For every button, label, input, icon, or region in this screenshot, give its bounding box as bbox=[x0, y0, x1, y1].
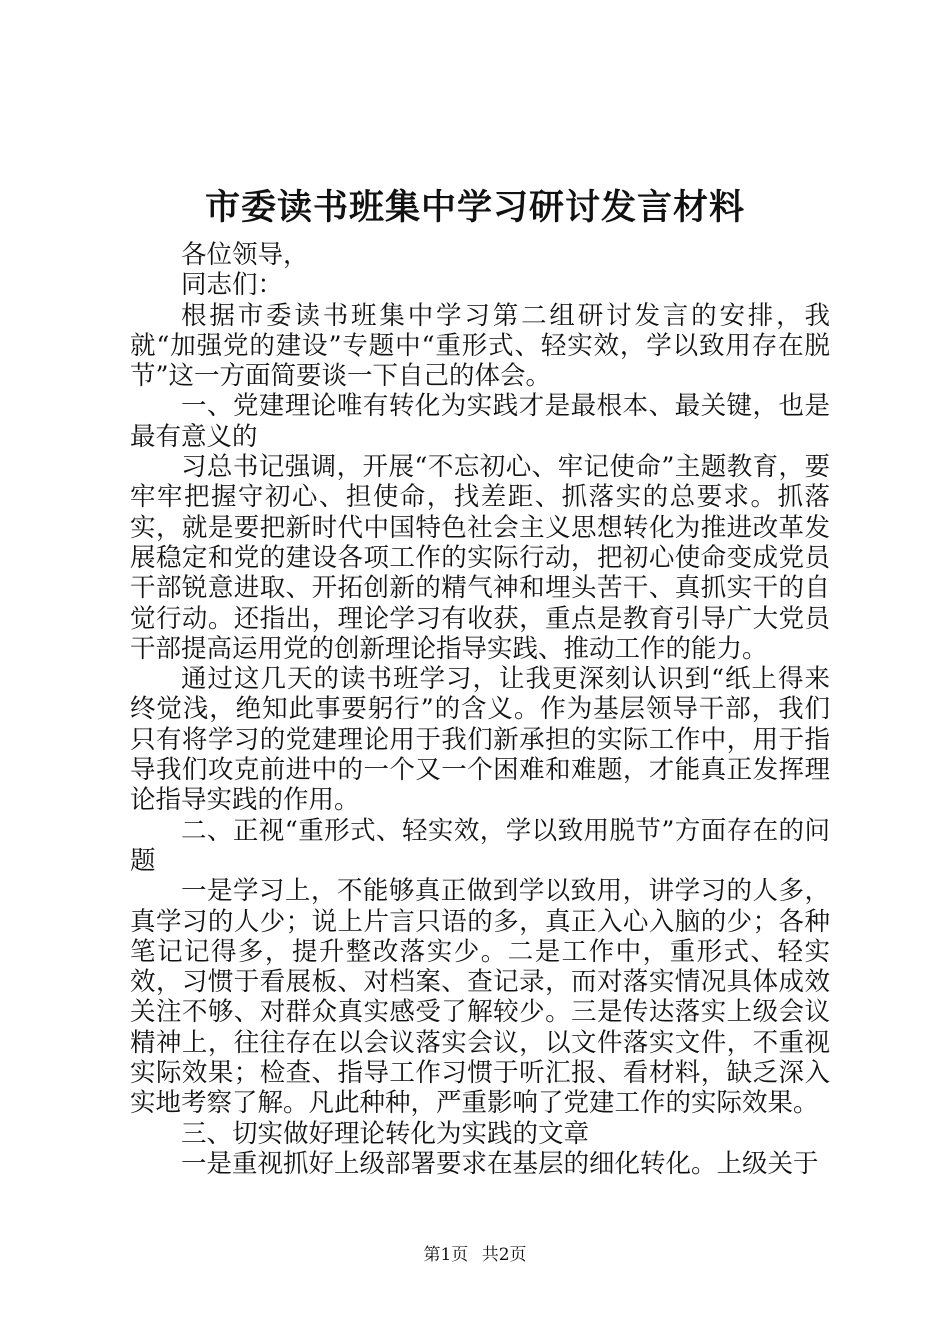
document-title: 市委读书班集中学习研讨发言材料 bbox=[204, 187, 745, 228]
section-heading-3: 三、切实做好理论转化为实践的文章 bbox=[181, 1118, 590, 1149]
body-paragraph: 通过这几天的读书班学习，让我更深刻认识到“纸上得来终觉浅，绝知此事要躬行”的含义。作为基层领导干部，我们只有将学习的党建理论用于我们新承担的实际工作中，用于指导我们攻克前进中的一个又一个困难和难题，才能真正发挥理论指导实践的作用。 bbox=[130, 664, 830, 816]
salutation-leaders: 各位领导， bbox=[181, 240, 309, 270]
intro-paragraph: 根据市委读书班集中学习第二组研讨发言的安排，我就“加强党的建设”专题中“重形式、轻实效，学以致用存在脱节”这一方面简要谈一下自己的体会。 bbox=[130, 300, 830, 392]
body-paragraph: 一是重视抓好上级部署要求在基层的细化转化。上级关于 bbox=[181, 1148, 819, 1179]
section-heading-1: 一、党建理论唯有转化为实践才是最根本、最关键，也是最有意义的 bbox=[130, 391, 830, 452]
document-body bbox=[130, 240, 830, 1179]
page-total: 共2页 bbox=[481, 1245, 527, 1265]
body-paragraph: 一是学习上，不能够真正做到学以致用，讲学习的人多，真学习的人少；说上片言只语的多，真正入心入脑的少；各种笔记记得多，提升整改落实少。二是工作中，重形式、轻实效，习惯于看展板、对档案、查记录，而对落实情况具体成效关注不够、对群众真实感受了解较少。三是传达落实上级会议精神上，往往存在以会议落实会议，以文件落实文件，不重视实际效果；检查、指导工作习惯于听汇报、看材料，缺乏深入实地考察了解。凡此种种，严重影响了党建工作的实际效果。 bbox=[130, 876, 830, 1119]
salutation-comrades: 同志们： bbox=[181, 270, 284, 301]
page-number: 第1页 bbox=[423, 1245, 469, 1265]
page-footer bbox=[0, 1243, 950, 1267]
body-paragraph: 习总书记强调，开展“不忘初心、牢记使命”主题教育，要牢牢把握守初心、担使命，找差距、抓落实的总要求。抓落实，就是要把新时代中国特色社会主义思想转化为推进改革发展稳定和党的建设各项工作的实际行动，把初心使命变成党员干部锐意进取、开拓创新的精气神和埋头苦干、真抓实干的自觉行动。还指出，理论学习有收获，重点是教育引导广大党员干部提高运用党的创新理论指导实践、推动工作的能力。 bbox=[130, 452, 830, 664]
section-heading-2: 二、正视“重形式、轻实效，学以致用脱节”方面存在的问题 bbox=[130, 815, 830, 876]
